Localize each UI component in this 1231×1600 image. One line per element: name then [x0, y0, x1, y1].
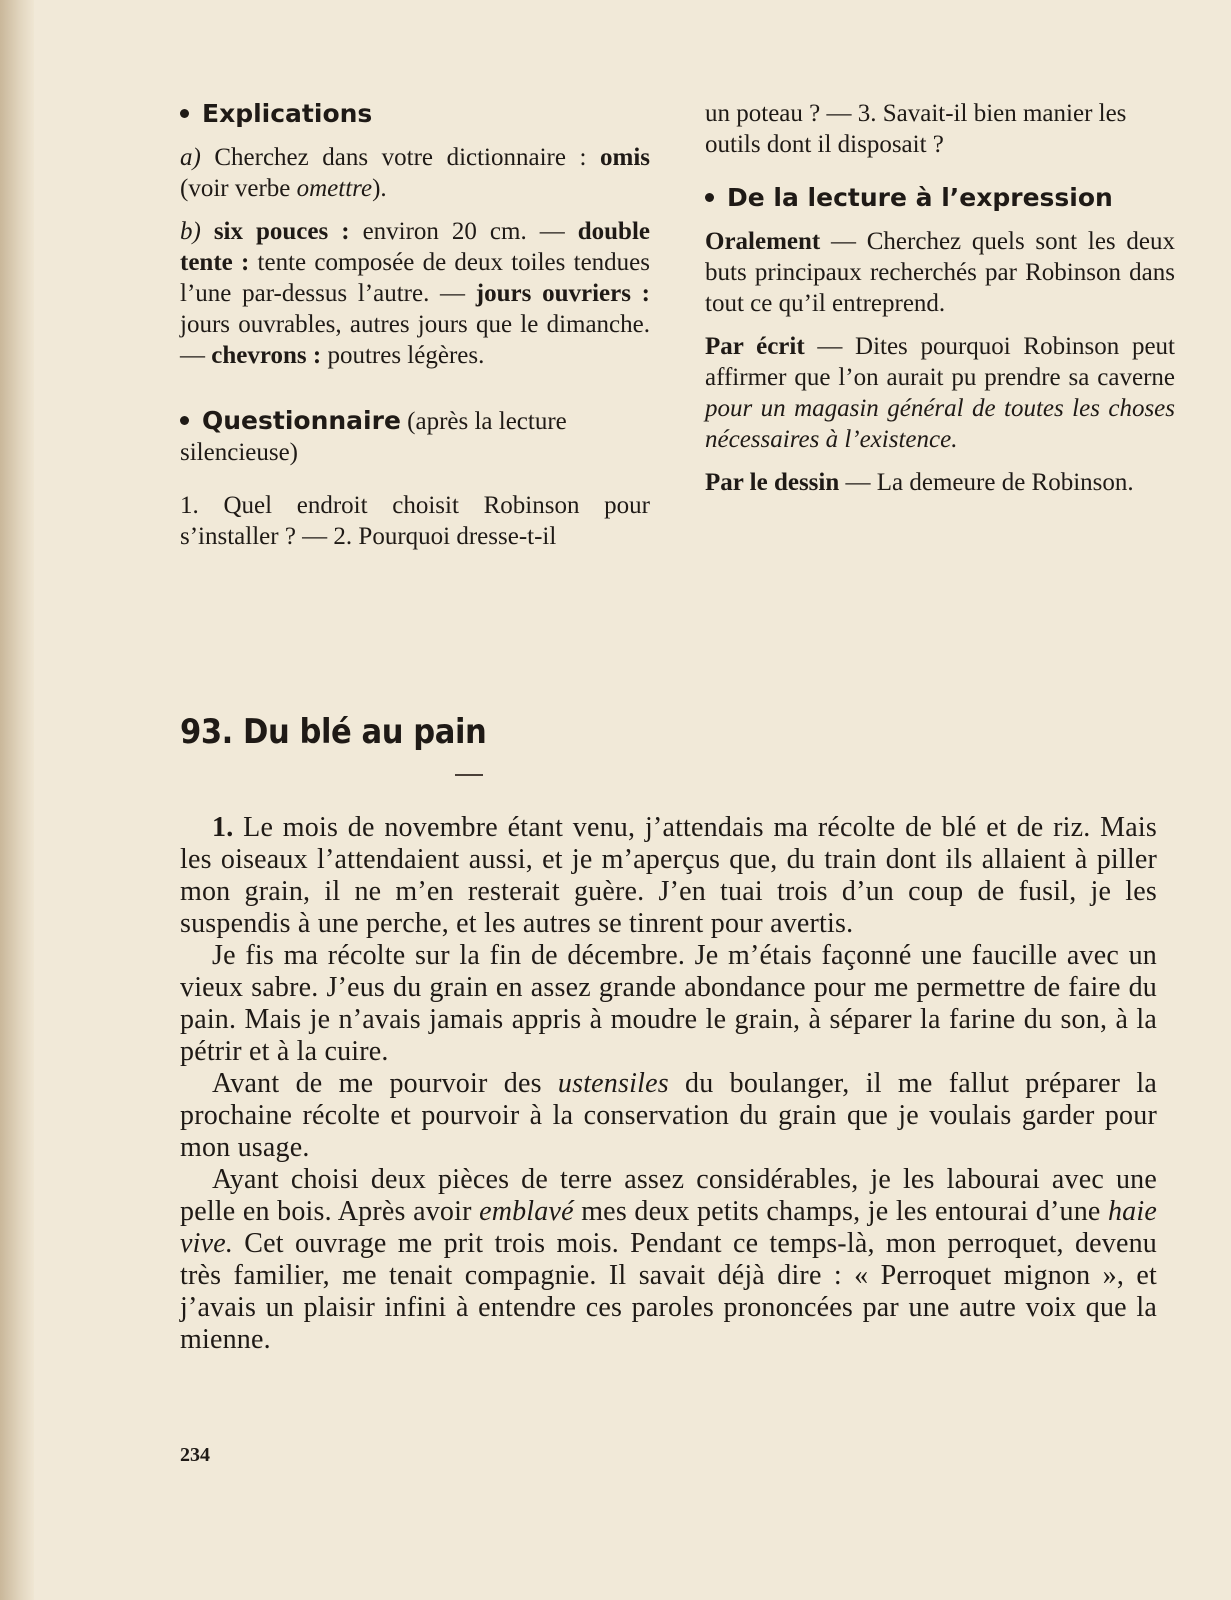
bullet-icon [180, 109, 189, 118]
bullet-icon [180, 416, 189, 425]
paragraph-1: 1. Le mois de novembre étant venu, j’attendais ma récolte de blé et de riz. Mais les oiseaux l’attendaient aussi, et je m’aperçus que, du train dont ils allaient à piller mon grain, il ne m’en resterait guère. J’en tuai trois d’un coup de fusil, je les suspendis à une perche, et les autres se tinrent pour avertis. [180, 812, 1157, 939]
questions-part2: un poteau ? — 3. Savait-il bien manier les outils dont il disposait ? [705, 100, 1127, 158]
lesson-text [180, 812, 1157, 1356]
expression-heading: De la lecture à l’expression [705, 182, 1175, 214]
written-exercise: Par écrit — Dites pourquoi Robinson peut affirmer que l’on aurait pu prendre sa caverne pour un magasin général de toutes les choses nécessaires à l’existence. [705, 333, 1175, 453]
left-column [180, 98, 650, 552]
explication-b: b) six pouces : environ 20 cm. — double tente : tente composée de deux toiles tendues l’une par-dessus l’autre. — jours ouvriers : jours ouvrables, autres jours que le dimanche. — chevrons : poutres légères. [180, 218, 650, 369]
oral-exercise: Oralement — Cherchez quels sont les deux buts principaux recherchés par Robinson dans tout ce qu’il entreprend. [705, 228, 1175, 317]
paragraph-2: Je fis ma récolte sur la fin de décembre. Je m’étais façonné une faucille avec un vieux sabre. J’eus du grain en assez grande abondance pour me permettre de faire du pain. Mais je n’avais jamais appris à moudre le grain, à séparer la farine du son, à la pétrir et à la cuire. [180, 940, 1157, 1067]
page-edge [0, 0, 34, 1600]
page-number: 234 [180, 1444, 210, 1466]
explication-a: a) Cherchez dans votre dictionnaire : omis (voir verbe omettre). [180, 144, 650, 202]
bullet-icon [705, 193, 714, 202]
paragraph-4: Ayant choisi deux pièces de terre assez considérables, je les labourai avec une pelle en bois. Après avoir emblavé mes deux petits champs, je les entourai d’une haie vive. Cet ouvrage me prit trois mois. Pendant ce temps-là, mon perroquet, devenu très familier, me tenait compagnie. Il savait déjà dire : « Perroquet mignon », et j’avais un plaisir infini à entendre ces paroles prononcées par une autre voix que la mienne. [180, 1164, 1157, 1355]
questionnaire-heading: Questionnaire (après la lecture silencieuse) [180, 406, 567, 466]
right-column [705, 98, 1175, 498]
explications-heading: Explications [180, 98, 650, 130]
title-underline [455, 774, 483, 776]
drawing-exercise: Par le dessin — La demeure de Robinson. [705, 469, 1134, 496]
questions-part1: 1. Quel endroit choisit Robinson pour s’installer ? — 2. Pourquoi dresse-t-il [180, 492, 650, 550]
lesson-title: 93. Du blé au pain [180, 712, 487, 752]
paragraph-3: Avant de me pourvoir des ustensiles du boulanger, il me fallut préparer la prochaine récolte et pourvoir à la conservation du grain que je voulais garder pour mon usage. [180, 1068, 1157, 1163]
